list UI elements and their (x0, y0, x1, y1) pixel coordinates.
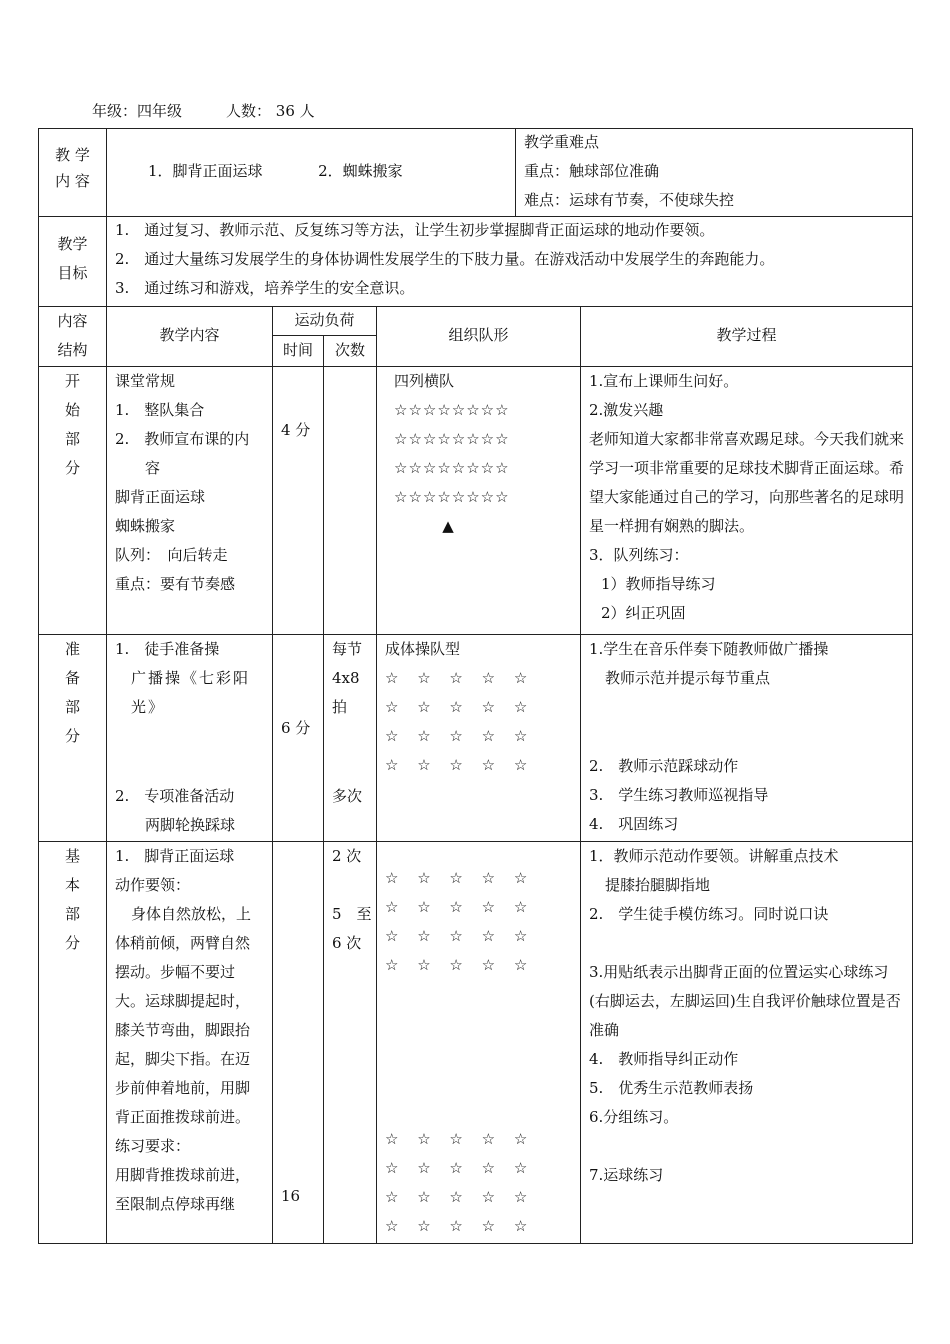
star-row: ☆ ☆ ☆ ☆ ☆ (385, 1159, 528, 1177)
label-char: 部 (64, 430, 80, 448)
reps-line (332, 871, 368, 900)
content-line: 广播操《七彩阳光》 (131, 669, 251, 716)
formation-title: 成体操队型 (385, 640, 461, 658)
section-prep-reps (324, 635, 376, 722)
process-line: 3. 学生练习教师巡视指导 (589, 786, 769, 804)
label-char: 部 (64, 905, 80, 923)
student-count: 人数： 36 人 (226, 102, 315, 120)
star-row: ☆ ☆ ☆ ☆ ☆ (385, 869, 528, 887)
section-start-time: 4 分 (281, 421, 311, 439)
goal-item: 2. 通过大量练习发展学生的身体协调性发展学生的下肢力量。在游戏活动中发展学生的奔跑能力。 (115, 250, 775, 268)
content-paragraph: 身体自然放松，上体稍前倾，两臂自然摆动。步幅不要过大。运球脚提起时，膝关节弯曲，脚跟抬起，脚尖下指。在迈步前伸着地前，用脚背正面推拨球前进。 (115, 905, 252, 1126)
teaching-content-label (39, 142, 106, 194)
section-basic-process (581, 842, 912, 1190)
process-line: 4. 教师指导纠正动作 (589, 1050, 739, 1068)
content-line: 蜘蛛搬家 (115, 517, 176, 535)
focus-title: 教学重难点 (524, 133, 600, 151)
content-line: 重点：要有节奏感 (115, 575, 236, 593)
focus-difficulty (516, 128, 912, 215)
process-line: 2. 学生徒手模仿练习。同时说口诀 (589, 905, 829, 923)
section-start-process (581, 367, 912, 628)
col-content: 教学内容 (159, 326, 220, 344)
col-time: 时间 (282, 341, 313, 359)
star-row: ☆☆☆☆☆☆☆☆ (394, 430, 510, 448)
process-line: 1.学生在音乐伴奏下随教师做广播操 (589, 640, 829, 658)
section-start-formation (386, 367, 580, 541)
formation-title: 四列横队 (394, 372, 455, 390)
reps-line: 5 至 (332, 905, 372, 923)
process-line: 1.宣布上课师生问好。 (589, 372, 739, 390)
content-item-1: 1．脚背正面运球 (148, 162, 263, 180)
content-line: 队列： 向后转走 (115, 546, 228, 564)
process-paragraph: 3.用贴纸表示出脚背正面的位置运实心球练习(右脚运去，左脚运回)生自我评价触球位置是否准确 (589, 963, 901, 1039)
goal-item: 1. 通过复习、教师示范、反复练习等方法，让学生初步掌握脚背正面运球的地动作要领。 (115, 221, 715, 239)
label-char: 始 (64, 401, 80, 419)
teaching-content-items (140, 157, 510, 186)
content-paragraph: 用脚背推拨球前进，至限制点停球再继 (115, 1166, 251, 1213)
section-prep-formation (377, 635, 580, 780)
section-basic-formation-2 (377, 1125, 580, 1241)
reps-line: 拍 (332, 698, 348, 716)
process-line: 6.分组练习。 (589, 1108, 679, 1126)
goals-list (107, 216, 912, 303)
reps-line: 4x8 (332, 669, 360, 687)
star-row: ☆ ☆ ☆ ☆ ☆ (385, 756, 528, 774)
process-line: 2. 教师示范踩球动作 (589, 757, 739, 775)
section-prep-reps-2: 多次 (332, 787, 363, 805)
col-formation: 组织队形 (448, 326, 509, 344)
label-char: 本 (64, 876, 80, 894)
content-line: 2. 专项准备活动 (115, 787, 235, 805)
star-row: ☆ ☆ ☆ ☆ ☆ (385, 669, 528, 687)
label-char: 部 (64, 698, 80, 716)
label-line: 内 容 (55, 172, 90, 190)
section-prep-time: 6 分 (281, 719, 311, 737)
star-row: ☆ ☆ ☆ ☆ ☆ (385, 1188, 528, 1206)
process-line: 教师示范并提示每节重点 (605, 669, 771, 687)
content-line: 两脚轮换踩球 (145, 816, 236, 834)
content-line: 练习要求： (115, 1137, 191, 1155)
star-row: ☆ ☆ ☆ ☆ ☆ (385, 956, 528, 974)
label-char: 基 (64, 847, 80, 865)
content-line: 1. 脚背正面运球 (115, 847, 235, 865)
star-row: ☆ ☆ ☆ ☆ ☆ (385, 927, 528, 945)
label-line: 目标 (57, 264, 88, 282)
star-row: ☆☆☆☆☆☆☆☆ (394, 488, 510, 506)
goal-item: 3. 通过练习和游戏，培养学生的安全意识。 (115, 279, 415, 297)
star-row: ☆☆☆☆☆☆☆☆ (394, 459, 510, 477)
grade-label: 年级：四年级 (92, 102, 183, 120)
star-row: ☆ ☆ ☆ ☆ ☆ (385, 698, 528, 716)
star-row: ☆ ☆ ☆ ☆ ☆ (385, 898, 528, 916)
process-line: 2.激发兴趣 (589, 401, 664, 419)
section-prep-process (581, 635, 912, 693)
section-basic-content (107, 842, 272, 1219)
section-prep-content (107, 635, 272, 722)
process-line (589, 929, 906, 958)
star-row: ☆ ☆ ☆ ☆ ☆ (385, 1217, 528, 1235)
col-structure (39, 307, 106, 365)
label-char: 分 (64, 459, 80, 477)
process-line: 1）教师指导练习 (601, 575, 716, 593)
col-reps: 次数 (334, 341, 365, 359)
star-row: ☆☆☆☆☆☆☆☆ (394, 401, 510, 419)
reps-line: 每节 (332, 640, 363, 658)
content-line: 脚背正面运球 (115, 488, 206, 506)
label-line: 教学 (57, 235, 88, 253)
content-item-2: 2．蜘蛛搬家 (318, 162, 403, 180)
reps-line: 6 次 (332, 934, 362, 952)
label-line: 结构 (57, 341, 88, 359)
goals-label (39, 230, 106, 288)
label-char: 分 (64, 727, 80, 745)
section-prep-process-2 (581, 752, 912, 839)
section-basic-time: 16 (281, 1187, 301, 1205)
process-line: 提膝抬腿脚指地 (605, 876, 711, 894)
content-line: 动作要领： (115, 876, 191, 894)
key-point: 重点：触球部位准确 (524, 162, 660, 180)
label-char: 开 (64, 372, 80, 390)
process-line: 1．教师示范动作要领。讲解重点技术 (589, 847, 839, 865)
col-process: 教学过程 (716, 326, 777, 344)
content-line: 容 (145, 459, 161, 477)
content-line: 课堂常规 (115, 372, 176, 390)
section-start-content (107, 367, 272, 599)
section-prep-label (39, 635, 106, 751)
label-char: 准 (64, 640, 80, 658)
process-line: 5. 优秀生示范教师表扬 (589, 1079, 754, 1097)
content-line: 2. 教师宣布课的内 (115, 430, 250, 448)
process-line: 2）纠正巩固 (601, 604, 686, 622)
label-line: 教 学 (55, 146, 90, 164)
difficulty: 难点：运球有节奏，不使球失控 (524, 191, 735, 209)
section-prep-content-2 (107, 782, 272, 840)
process-line: 3．队列练习： (589, 546, 689, 564)
content-line: 1. 徒手准备操 (115, 640, 220, 658)
process-line: 4. 巩固练习 (589, 815, 679, 833)
teacher-triangle-icon: ▲ (442, 517, 454, 535)
star-row: ☆ ☆ ☆ ☆ ☆ (385, 727, 528, 745)
label-char: 分 (64, 934, 80, 952)
process-line (589, 1132, 906, 1161)
col-load: 运动负荷 (294, 311, 355, 329)
label-char: 备 (64, 669, 80, 687)
section-basic-reps (324, 842, 376, 958)
section-basic-formation (377, 864, 580, 980)
process-paragraph: 老师知道大家都非常喜欢踢足球。今天我们就来学习一项非常重要的足球技术脚背正面运球。希望大家能通过自己的学习，向那些著名的足球明星一样拥有娴熟的脚法。 (589, 430, 905, 535)
star-row: ☆ ☆ ☆ ☆ ☆ (385, 1130, 528, 1148)
content-line: 1. 整队集合 (115, 401, 205, 419)
process-line: 7.运球练习 (589, 1166, 664, 1184)
label-line: 内容 (57, 312, 88, 330)
section-basic-label (39, 842, 106, 958)
section-start-label (39, 367, 106, 483)
reps-line: 2 次 (332, 847, 362, 865)
